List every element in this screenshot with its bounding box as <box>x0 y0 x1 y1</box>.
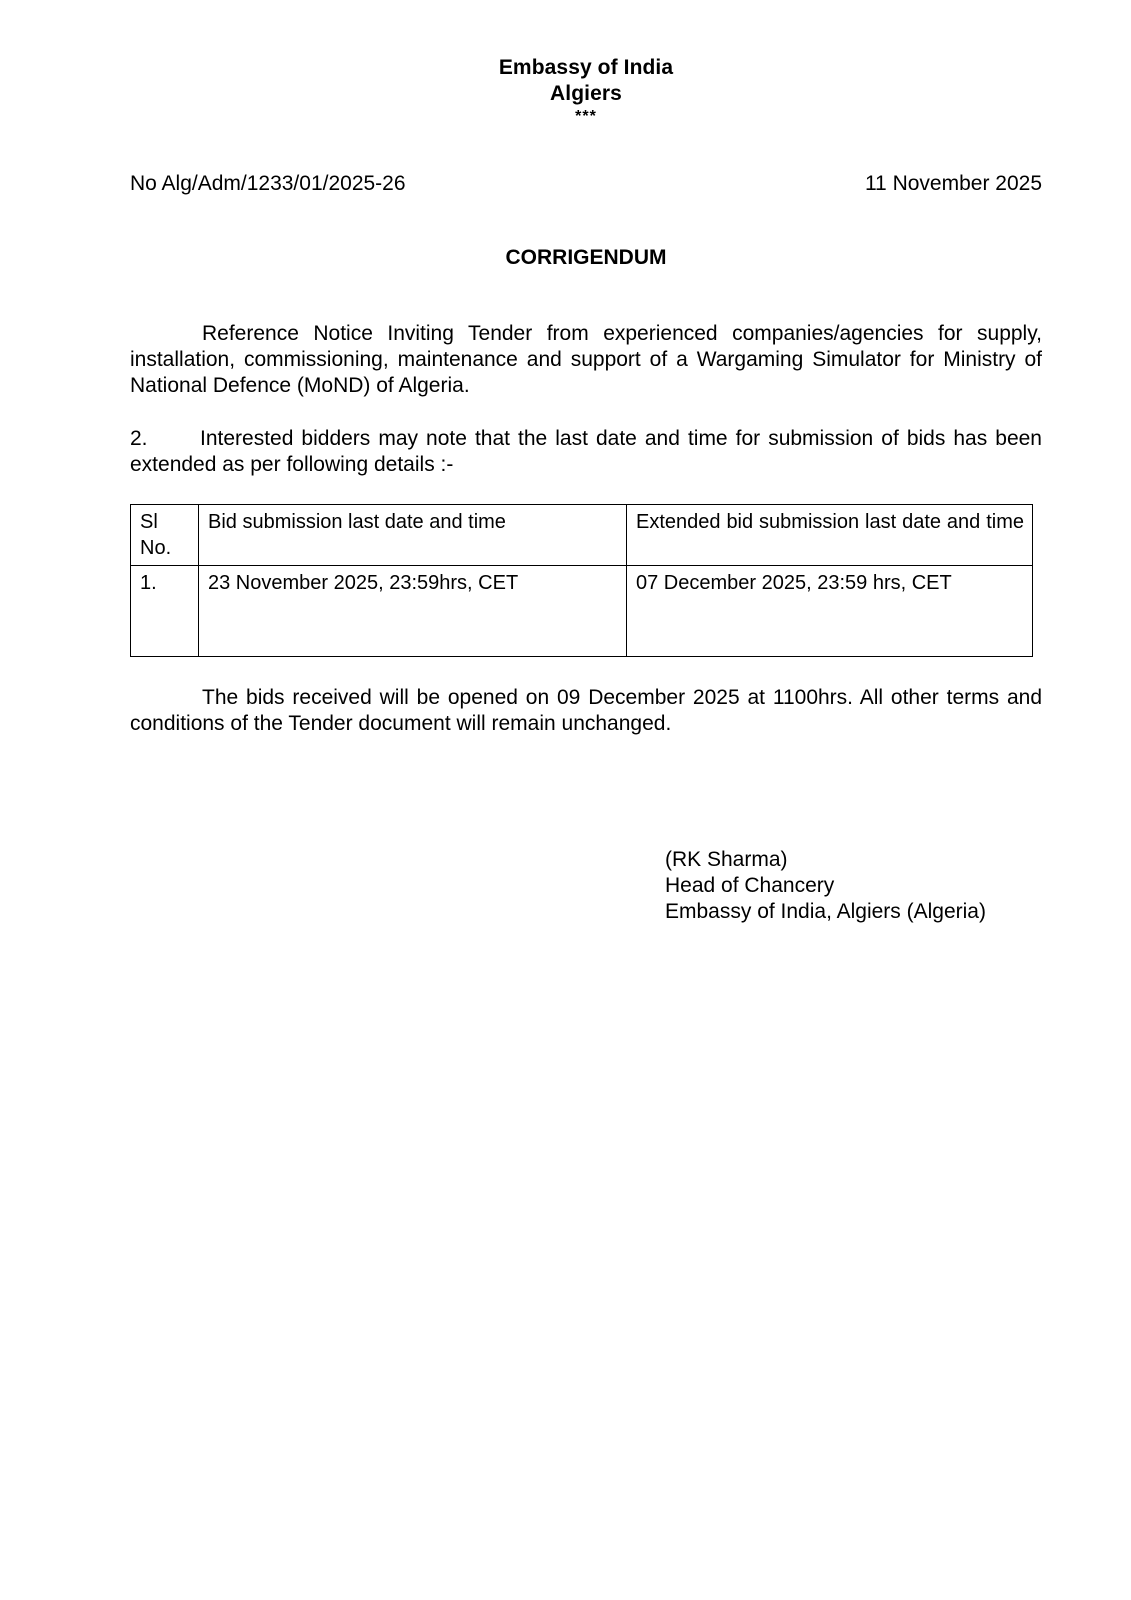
closing-paragraph: The bids received will be opened on 09 December 2025 at 1100hrs. All other terms and conditions of the Tender document will remain unchanged. <box>130 686 1042 735</box>
clause-2 <box>130 426 1042 478</box>
signatory-name: (RK Sharma) <box>665 848 788 871</box>
document-content <box>130 0 1042 925</box>
table-row <box>131 566 1033 657</box>
column-header-extended-deadline-text: Extended bid submission last date and time <box>636 511 1024 533</box>
column-header-original-deadline <box>199 505 627 566</box>
document-date: 11 November 2025 <box>864 172 1042 195</box>
cell-extended-deadline: 07 December 2025, 23:59 hrs, CET <box>627 566 1033 657</box>
column-header-original-deadline-text: Bid submission last date and time <box>208 511 506 533</box>
clause-2-text: Interested bidders may note that the last date and time for submission of bids has been extended as per following details :- <box>130 427 1042 476</box>
signature-block <box>665 847 1042 925</box>
cell-sl-no: 1. <box>131 566 199 657</box>
bid-schedule-table <box>130 504 1033 657</box>
file-number: No Alg/Adm/1233/01/2025-26 <box>130 172 406 195</box>
reference-line <box>130 171 1042 197</box>
signatory-office: Embassy of India, Algiers (Algeria) <box>665 900 986 923</box>
column-header-sl-no-line2: No. <box>140 537 172 559</box>
schedule-table-wrapper <box>130 504 1042 657</box>
page-title: CORRIGENDUM <box>505 246 667 269</box>
column-header-sl-no-line1: Sl <box>140 511 158 533</box>
table-header-row <box>131 505 1033 566</box>
letterhead-separator: *** <box>575 108 597 125</box>
letterhead-city: Algiers <box>550 82 622 105</box>
letterhead <box>130 0 1042 126</box>
letterhead-organisation: Embassy of India <box>498 56 674 79</box>
signatory-designation: Head of Chancery <box>665 874 835 897</box>
column-header-sl-no <box>131 505 199 566</box>
column-header-extended-deadline <box>627 505 1033 566</box>
cell-original-deadline: 23 November 2025, 23:59hrs, CET <box>199 566 627 657</box>
clause-2-number: 2. <box>130 427 148 450</box>
intro-paragraph: Reference Notice Inviting Tender from experienced companies/agencies for supply, installation, commissioning, maintenance and support of a Wargaming Simulator for Ministry of National Defence (MoND) of Algeria. <box>130 322 1042 397</box>
